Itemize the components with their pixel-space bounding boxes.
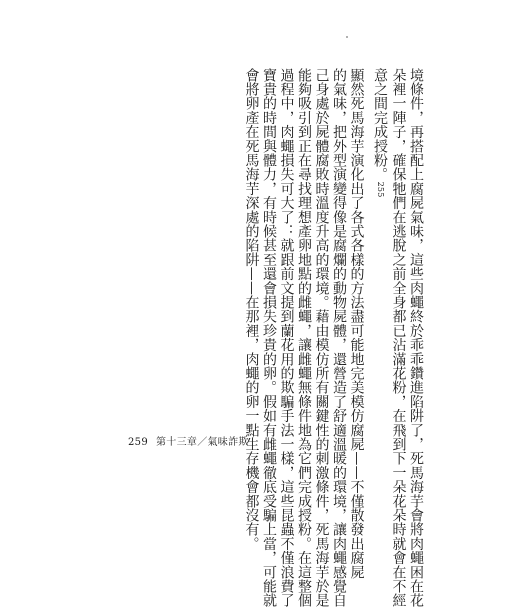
paragraph-gap: [365, 68, 371, 398]
page-footer: [128, 433, 249, 448]
text-line: 己身處於屍體腐敗時溫度升高的環境。藉由模仿所有關鍵性的刺激條件，死馬海芋於是: [313, 68, 330, 608]
paragraph-end: 意之間完成授粉。: [372, 68, 388, 182]
text-line: 境條件，再搭配上腐屍氣味，這些肉蠅終於乖乖鑽進陷阱了，死馬海芋會將肉蠅困在花: [408, 68, 424, 608]
chapter-title: 第十三章／氣味詐欺: [156, 437, 249, 448]
text-line: 寶貴的時間與體力，有時候甚至還會損失珍貴的卵。假如有雌蠅徹底受騙上當，可能就: [261, 68, 277, 608]
page-number: 259: [128, 437, 148, 448]
text-line: 會將卵產在死馬海芋深處的陷阱——在那裡，肉蠅的卵一點生存機會都沒有。: [243, 68, 260, 551]
page-speck: [346, 36, 348, 38]
text-line: 的氣味，把外型演變得像是腐爛的動物屍體，還營造了舒適溫暖的環境，讓肉蠅感覺自: [331, 68, 347, 608]
text-line: [371, 68, 390, 398]
text-line: 朵裡一陣子，確保牠們在逃脫之前全身都已沾滿花粉，在飛到下一朵花朵時就會在不經: [390, 68, 407, 608]
text-line: 過程中，肉蠅損失可大了：就跟前文提到蘭花用的欺騙手法一樣，這些昆蟲不僅浪費了: [278, 68, 295, 608]
footnote-marker: 255: [376, 181, 385, 198]
text-line: 能夠吸引到正在尋找理想產卵地點的雌蠅，讓雌蠅無條件地為它們完成授粉。在這整個: [296, 68, 312, 608]
text-line: 顯然死馬海芋演化出了各式各樣的方法盡可能地完美模仿腐屍——不僅散發出腐屍: [348, 68, 365, 580]
